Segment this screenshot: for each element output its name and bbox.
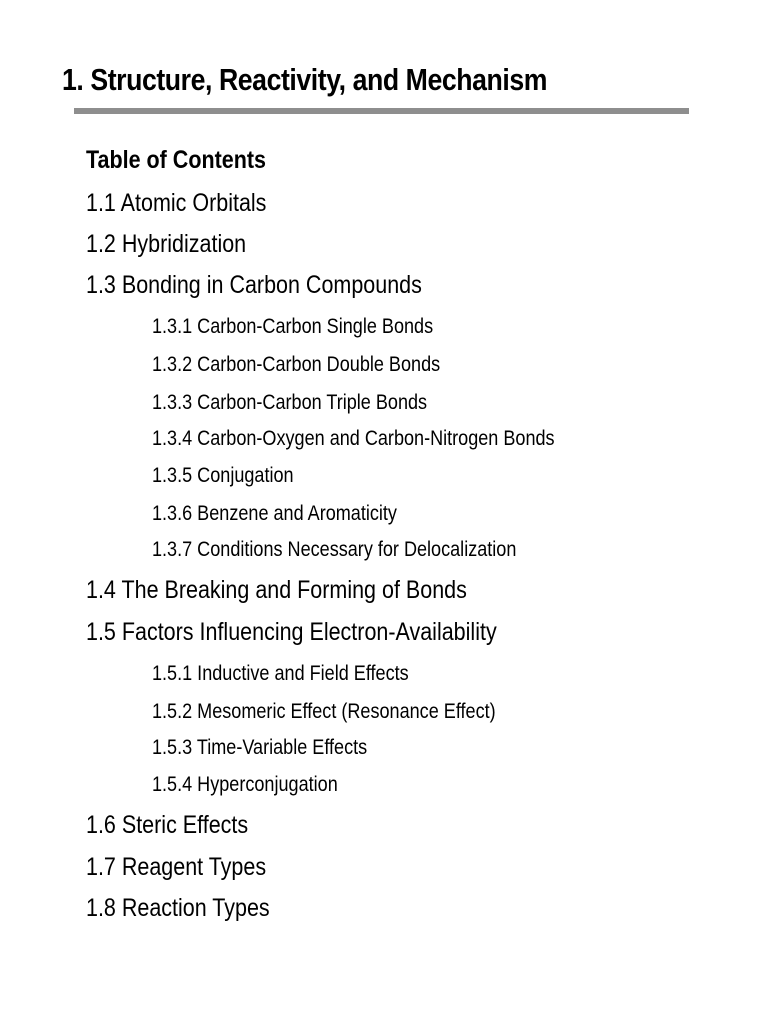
toc-item-1-7[interactable]: 1.7 Reagent Types (86, 853, 267, 881)
title-divider (74, 108, 689, 114)
toc-item-1-6[interactable]: 1.6 Steric Effects (86, 811, 249, 839)
toc-item-1-2[interactable]: 1.2 Hybridization (86, 230, 247, 258)
toc-item-1-5-1[interactable]: 1.5.1 Inductive and Field Effects (152, 662, 409, 685)
toc-item-1-3-4[interactable]: 1.3.4 Carbon-Oxygen and Carbon-Nitrogen Bonds (152, 427, 555, 450)
toc-item-1-4[interactable]: 1.4 The Breaking and Forming of Bonds (86, 576, 467, 604)
toc-item-1-3-6[interactable]: 1.3.6 Benzene and Aromaticity (152, 502, 397, 525)
toc-item-1-3[interactable]: 1.3 Bonding in Carbon Compounds (86, 271, 422, 299)
toc-item-1-5-3[interactable]: 1.5.3 Time-Variable Effects (152, 736, 368, 759)
toc-item-1-5[interactable]: 1.5 Factors Influencing Electron-Availability (86, 618, 497, 646)
toc-item-1-3-1[interactable]: 1.3.1 Carbon-Carbon Single Bonds (152, 315, 434, 338)
toc-item-1-3-7[interactable]: 1.3.7 Conditions Necessary for Delocalization (152, 538, 517, 561)
toc-heading: Table of Contents (86, 146, 266, 174)
toc-item-1-8[interactable]: 1.8 Reaction Types (86, 894, 270, 922)
toc-item-1-3-3[interactable]: 1.3.3 Carbon-Carbon Triple Bonds (152, 391, 428, 414)
toc-item-1-3-2[interactable]: 1.3.2 Carbon-Carbon Double Bonds (152, 353, 441, 376)
toc-item-1-1[interactable]: 1.1 Atomic Orbitals (86, 189, 267, 217)
toc-item-1-5-4[interactable]: 1.5.4 Hyperconjugation (152, 773, 338, 796)
toc-item-1-3-5[interactable]: 1.3.5 Conjugation (152, 464, 294, 487)
toc-item-1-5-2[interactable]: 1.5.2 Mesomeric Effect (Resonance Effect) (152, 700, 496, 723)
page-title: 1. Structure, Reactivity, and Mechanism (62, 62, 547, 97)
